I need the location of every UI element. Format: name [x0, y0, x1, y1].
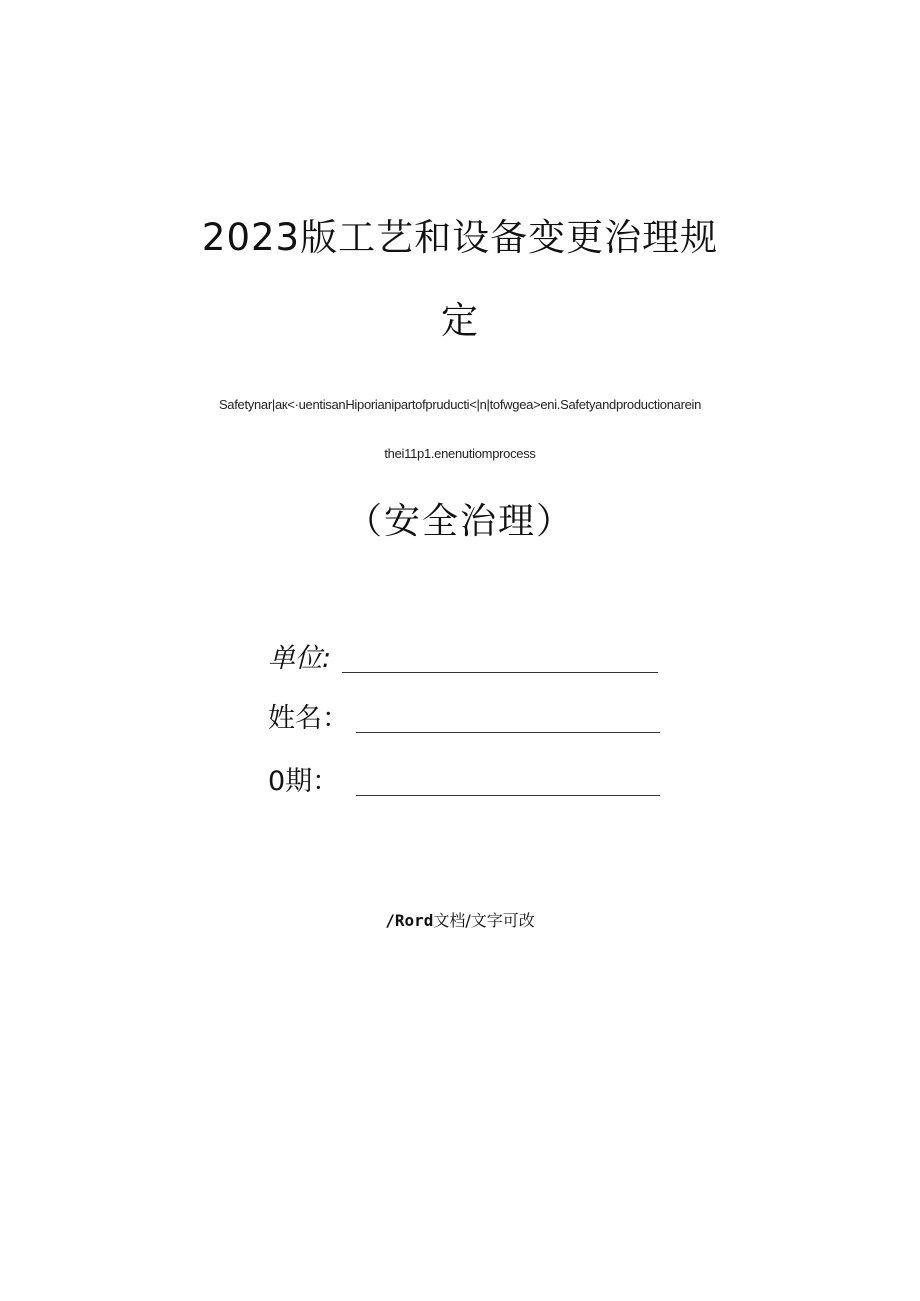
editable-note-prefix: /Rord — [385, 911, 434, 930]
date-blank-line[interactable] — [356, 795, 660, 796]
unit-blank-line[interactable] — [342, 672, 658, 673]
unit-label: 单位: — [268, 643, 332, 674]
name-label: 姓名： — [268, 703, 349, 734]
document-title-line-2: 定 — [441, 299, 479, 342]
english-subtitle-line-2: thei11p1.enenutiomprocess — [384, 446, 536, 461]
editable-document-note — [0, 908, 920, 931]
editable-note-suffix: 文档/文字可改 — [433, 911, 535, 930]
date-label: 0期： — [268, 766, 340, 797]
document-title-line-1: 2023版工艺和设备变更治理规 — [201, 216, 719, 259]
document-category: （安全治理） — [345, 501, 574, 542]
english-subtitle-line-1: Safetynar|aк<·uentisanHiporianipartofpruducti<|n|tofwgea>eni.Safetyandproductionarein — [218, 397, 702, 412]
name-blank-line[interactable] — [356, 732, 660, 733]
